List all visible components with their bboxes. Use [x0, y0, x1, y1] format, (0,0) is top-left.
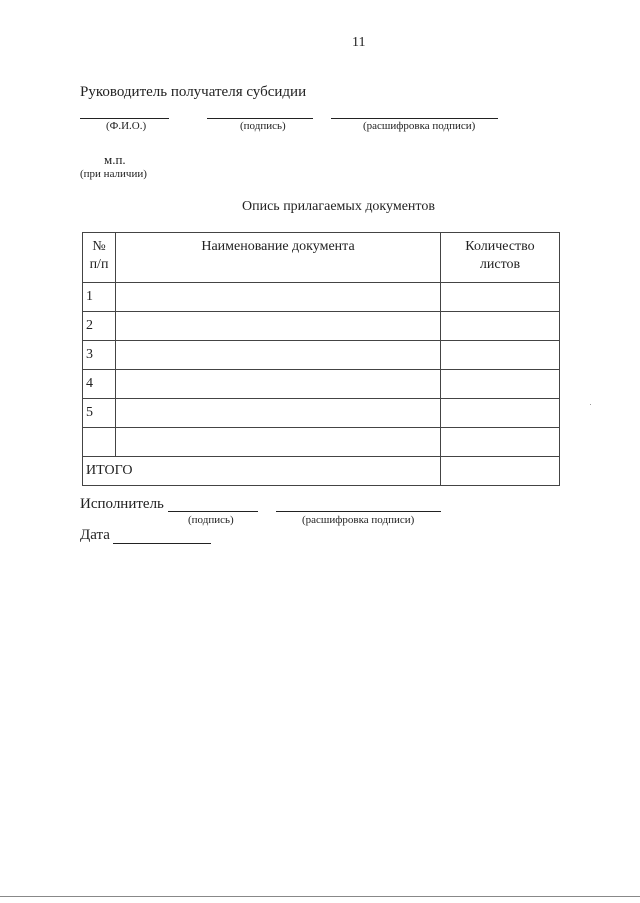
- date-label: Дата: [80, 527, 110, 543]
- table-row: [83, 341, 560, 370]
- decoding-caption: (расшифровка подписи): [363, 120, 476, 132]
- row-number: [83, 428, 116, 457]
- fio-line: [80, 118, 169, 119]
- seal-note: (при наличии): [80, 168, 147, 180]
- decoding-line: [331, 118, 498, 119]
- row-sheet-count: [441, 399, 560, 428]
- fio-caption: (Ф.И.О.): [106, 120, 147, 132]
- executor-label: Исполнитель: [80, 496, 164, 512]
- signature-line: [207, 118, 313, 119]
- column-header-count-text: Количество листов: [465, 239, 535, 272]
- executor-decoding-line: [276, 511, 441, 512]
- row-document-name: [116, 312, 441, 341]
- total-label: ИТОГО: [83, 457, 441, 486]
- signature-block-title: Руководитель получателя субсидии: [80, 84, 307, 100]
- column-header-count: [441, 233, 560, 283]
- row-sheet-count: [441, 428, 560, 457]
- page-number: 11: [352, 35, 366, 50]
- column-header-number: [83, 233, 116, 283]
- table-row: [83, 428, 560, 457]
- row-document-name: [116, 370, 441, 399]
- row-document-name: [116, 341, 441, 370]
- executor-signature-line: [168, 511, 258, 512]
- executor-signature-caption: (подпись): [188, 514, 234, 526]
- row-number: 4: [83, 370, 116, 399]
- row-number: 2: [83, 312, 116, 341]
- row-sheet-count: [441, 312, 560, 341]
- row-document-name: [116, 428, 441, 457]
- seal-label: м.п.: [104, 152, 126, 167]
- table-row: [83, 283, 560, 312]
- scan-speck: [590, 404, 591, 405]
- table-row: [83, 312, 560, 341]
- table-header-row: [83, 233, 560, 283]
- row-sheet-count: [441, 283, 560, 312]
- table-row: [83, 370, 560, 399]
- row-number: 5: [83, 399, 116, 428]
- executor-decoding-caption: (расшифровка подписи): [302, 514, 415, 526]
- row-number: 1: [83, 283, 116, 312]
- row-sheet-count: [441, 341, 560, 370]
- row-number: 3: [83, 341, 116, 370]
- row-document-name: [116, 283, 441, 312]
- row-sheet-count: [441, 370, 560, 399]
- page-bottom-edge: [0, 896, 640, 897]
- row-document-name: [116, 399, 441, 428]
- column-header-name: Наименование документа: [116, 233, 441, 283]
- table-total-row: [83, 457, 560, 486]
- total-sheet-count: [441, 457, 560, 486]
- inventory-table: [82, 232, 560, 486]
- date-line: [113, 543, 211, 544]
- column-header-number-text: № п/п: [89, 239, 109, 272]
- inventory-title: Опись прилагаемых документов: [242, 199, 435, 214]
- table-row: [83, 399, 560, 428]
- signature-caption: (подпись): [240, 120, 286, 132]
